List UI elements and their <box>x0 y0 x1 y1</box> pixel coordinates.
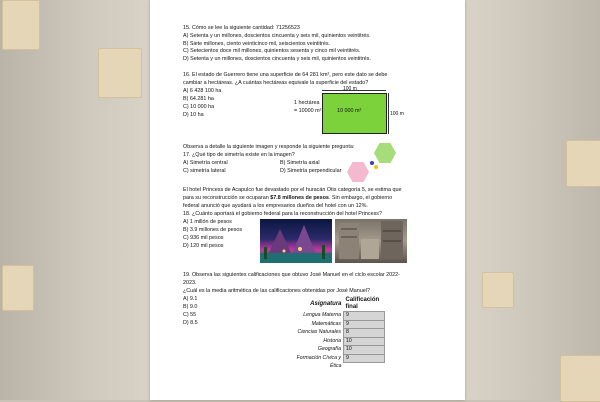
square-area-label: 10 000 m² <box>337 108 362 114</box>
subject-cell: Geografía <box>317 346 341 353</box>
q19-option-c: C) 55 <box>183 312 197 318</box>
subject-cell: Lengua Materna <box>303 312 341 319</box>
q15-option-b: B) Siete millones, ciento veinticinco mil, seiscientos veintitrés. <box>183 41 331 46</box>
hotel-photo-exterior <box>260 219 332 263</box>
header-grade-line1: Calificación <box>345 297 380 303</box>
q18-option-a: A) 1 millón de pesos <box>183 219 232 225</box>
header-grade <box>344 297 385 312</box>
q18-paragraph-line2 <box>183 195 392 202</box>
background-right <box>465 0 600 400</box>
table-row <box>277 346 385 355</box>
table-row <box>277 363 385 371</box>
hotel-ruins-illustration <box>335 219 407 263</box>
decorative-tile <box>2 0 40 50</box>
pink-hexagon <box>347 162 369 182</box>
q19-intro-line2: 2023. <box>183 280 197 286</box>
square-side-dimension: 100 m <box>390 111 404 117</box>
grade-cell: 9 <box>344 312 385 321</box>
subject-cell: Ética <box>329 363 342 369</box>
q18-paragraph-line1: El hotel Princess de Acapulco fue devastado por el huracán Otis categoría 5, se estima que <box>183 187 402 193</box>
green-hexagon <box>374 143 396 163</box>
q18-amount: $7.8 millones de pesos <box>270 195 329 201</box>
decorative-tile <box>560 355 600 402</box>
grades-table <box>277 297 385 371</box>
dimension-line-top <box>322 90 386 91</box>
hectare-definition: 1 hectárea <box>294 100 320 106</box>
decorative-tile <box>482 272 514 308</box>
table-row <box>277 354 385 363</box>
subject-cell: Historia <box>323 337 341 344</box>
q18-question: 18. ¿Cuánto aportará el gobierno federal para la reconstrucción del hotel Princess? <box>183 211 382 217</box>
table-row <box>277 320 385 329</box>
header-subject <box>277 297 344 312</box>
q15-option-d: D) Setenta y un millones, doscientos cincuenta y seis mil, quinientos veintitrés. <box>183 56 371 62</box>
subject-cell: Matemáticas <box>311 320 341 327</box>
q16-option-b: B) 64.281 ha <box>183 96 214 102</box>
q17-intro: Observa a detalle la siguiente imagen y responde la siguiente pregunta: <box>183 144 355 150</box>
q16-question-line1: 16. El estado de Guerrero tiene una superficie de 64 281 km², pero este dato se debe <box>183 72 388 78</box>
grades-table-header <box>277 297 385 312</box>
hotel-photo-interior <box>335 219 407 263</box>
subject-cell: Ciencias Naturales <box>297 329 341 336</box>
dimension-line-side <box>388 93 389 134</box>
q19-option-a: A) 9.1 <box>183 296 198 302</box>
q16-option-c: C) 10 000 ha <box>183 104 215 110</box>
q19-question: ¿Cuál es la media aritmética de las calificaciones obtenidas por José Manuel? <box>183 288 370 294</box>
q19-intro-line1: 19. Observa las siguientes calificaciones que obtuvo José Manuel en el ciclo escolar 2022- <box>183 272 400 278</box>
table-row <box>277 337 385 346</box>
q17-question: 17. ¿Qué tipo de simetría existe en la imagen? <box>183 152 295 158</box>
grade-cell-empty <box>344 363 385 371</box>
q17-option-a: A) Simetría central <box>183 160 228 166</box>
q15-option-c: C) Setecientos doce mil millones, quinientos sesenta y cinco mil veintitrés. <box>183 48 361 54</box>
q16-option-a: A) 6 428 100 ha <box>183 88 222 94</box>
hotel-building-illustration <box>260 219 332 263</box>
decorative-tile <box>98 48 142 98</box>
hectare-equivalence: = 10000 m² <box>294 108 322 114</box>
q18-paragraph-line3: federal anunció que ayudará a los empresarios dueños del hotel con un 12%. <box>183 203 368 209</box>
q18-option-d: D) 120 mil pesos <box>183 243 224 249</box>
q15-question: 15. Cómo se lee la siguiente cantidad: 71256523 <box>183 25 300 31</box>
table-row <box>277 312 385 321</box>
grade-cell: 10 <box>344 346 385 355</box>
grade-cell: 8 <box>344 329 385 338</box>
q18-option-c: C) 936 mil pesos <box>183 235 224 241</box>
yellow-dot <box>374 165 378 169</box>
q15-option-a: A) Setenta y un millones, doscientos cincuenta y seis mil, quinientos veintitrés. <box>183 33 371 39</box>
q17-option-d: D) Simetría perpendicular <box>280 168 342 174</box>
grade-cell: 9 <box>344 354 385 363</box>
q17-option-b: B) Simetría axial <box>280 160 320 166</box>
q16-question-line2: cambiar a hectáreas. ¿A cuántas hectáreas equivale la superficie del estado? <box>183 80 369 86</box>
header-subject-label: Asignatura <box>310 300 342 307</box>
subject-cell: Formación Cívica y <box>296 354 341 361</box>
blue-dot <box>370 161 374 165</box>
grade-cell: 9 <box>344 320 385 329</box>
grade-cell: 10 <box>344 337 385 346</box>
worksheet-page <box>150 0 465 400</box>
table-row <box>277 329 385 338</box>
q19-option-d: D) 8.5 <box>183 320 198 326</box>
q16-option-d: D) 10 ha <box>183 112 204 118</box>
decorative-tile <box>566 140 600 187</box>
q18-paragraph-line2-end: . Sin embargo, el gobierno <box>328 195 393 201</box>
q18-paragraph-line2-start: para su reconstrucción se ocuparan <box>183 195 271 201</box>
header-grade-line2: final <box>345 304 358 310</box>
q18-option-b: B) 3.9 millones de pesos <box>183 227 243 233</box>
q19-option-b: B) 9.0 <box>183 304 198 310</box>
decorative-tile <box>2 265 34 311</box>
q17-option-c: C) simetría lateral <box>183 168 226 174</box>
square-top-dimension: 100 m <box>343 86 357 92</box>
